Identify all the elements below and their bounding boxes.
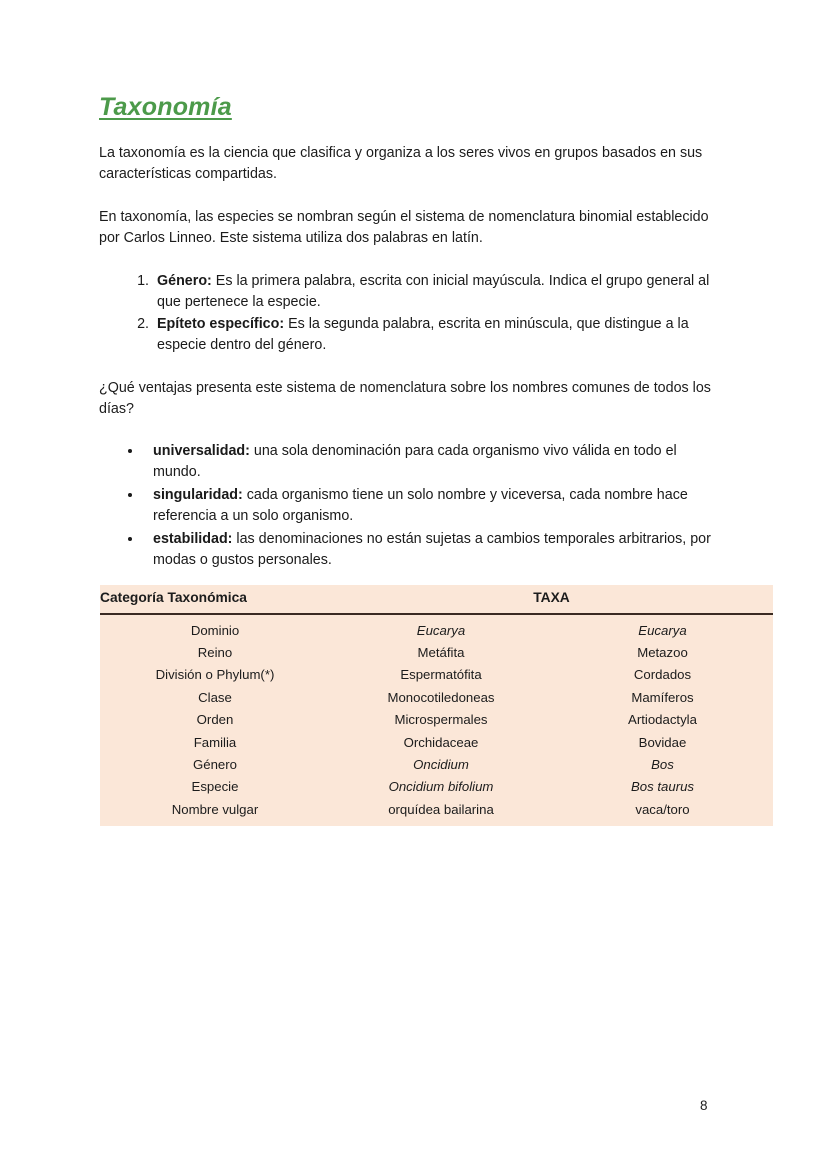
table-header-row [100, 585, 773, 614]
cell-category: Género [193, 757, 237, 773]
list-item [153, 271, 723, 313]
question-paragraph: ¿Qué ventajas presenta este sistema de nomenclatura sobre los nombres comunes de todos los días? [99, 380, 711, 418]
table-row [100, 641, 773, 663]
taxonomy-table-container [100, 585, 773, 826]
binomial-parts-list [99, 271, 723, 356]
list-item-term: universalidad: [153, 443, 250, 460]
page-number: 8 [700, 1098, 708, 1113]
cell-taxon-animal: Bos [651, 757, 674, 773]
cell-category: División o Phylum(*) [155, 667, 275, 683]
cell-category: Orden [196, 712, 234, 728]
list-item [143, 440, 723, 483]
column-header-taxa: TAXA [533, 590, 570, 605]
cell-taxon-plant: Espermatófita [400, 667, 482, 683]
cell-taxon-animal: Bovidae [638, 734, 687, 750]
taxonomy-table [100, 585, 773, 826]
list-item [153, 314, 723, 356]
table-row [100, 614, 773, 641]
cell-taxon-animal: Bos taurus [630, 779, 695, 795]
list-item-text: una sola denominación para cada organismo vivo válida en todo el mundo. [153, 443, 677, 481]
list-item-text: cada organismo tiene un solo nombre y viceversa, cada nombre hace referencia a un solo organismo. [153, 487, 688, 525]
cell-taxon-plant: Oncidium [413, 757, 469, 773]
cell-taxon-plant: Microspermales [394, 712, 488, 728]
table-row [100, 731, 773, 753]
cell-taxon-animal: Cordados [633, 667, 692, 683]
table-row [100, 753, 773, 775]
cell-taxon-animal: Metazoo [637, 645, 688, 661]
intro-paragraph: La taxonomía es la ciencia que clasifica y organiza a los seres vivos en grupos basados en sus características compartidas. [99, 145, 703, 183]
cell-category: Dominio [190, 622, 240, 638]
cell-taxon-plant: Oncidium bifolium [388, 779, 494, 795]
cell-taxon-animal: Eucarya [638, 622, 687, 638]
cell-category: Reino [197, 645, 233, 661]
table-header [100, 585, 773, 614]
table-row [100, 709, 773, 731]
table-row [100, 776, 773, 798]
table-row [100, 664, 773, 686]
column-header-category: Categoría Taxonómica [100, 590, 247, 605]
cell-category: Nombre vulgar [171, 801, 259, 817]
list-item-text: Es la primera palabra, escrita con inicial mayúscula. Indica el grupo general al que pertenece la especie. [157, 273, 710, 311]
cell-taxon-plant: Orchidaceae [403, 734, 479, 750]
list-item-term: estabilidad: [153, 531, 233, 548]
cell-taxon-plant: Monocotiledoneas [387, 689, 495, 705]
document-body [99, 92, 723, 572]
advantages-list [99, 440, 723, 571]
list-item-term: Género: [157, 273, 212, 290]
cell-taxon-plant: orquídea bailarina [388, 801, 494, 817]
cell-taxon-plant: Eucarya [416, 622, 466, 638]
cell-taxon-animal: Artiodactyla [628, 712, 697, 728]
binomial-paragraph: En taxonomía, las especies se nombran según el sistema de nomenclatura binomial establecido por Carlos Linneo. Este sistema utiliza dos palabras en latín. [99, 209, 709, 247]
cell-category: Clase [198, 689, 232, 705]
table-row [100, 798, 773, 825]
cell-taxon-animal: vaca/toro [635, 801, 690, 817]
list-item-text: las denominaciones no están sujetas a cambios temporales arbitrarios, por modas o gustos personales. [153, 531, 711, 569]
table-row [100, 686, 773, 708]
list-item-term: Epíteto específico: [157, 316, 285, 333]
cell-category: Familia [193, 734, 237, 750]
list-item [143, 528, 723, 571]
list-item-term: singularidad: [153, 487, 243, 504]
list-item-text: Es la segunda palabra, escrita en minúscula, que distingue a la especie dentro del género. [157, 316, 689, 354]
table-body [100, 614, 773, 826]
cell-taxon-plant: Metáfita [417, 645, 465, 661]
cell-category: Especie [191, 779, 239, 795]
cell-taxon-animal: Mamíferos [631, 689, 694, 705]
list-item [143, 484, 723, 527]
page-title: Taxonomía [99, 93, 232, 121]
